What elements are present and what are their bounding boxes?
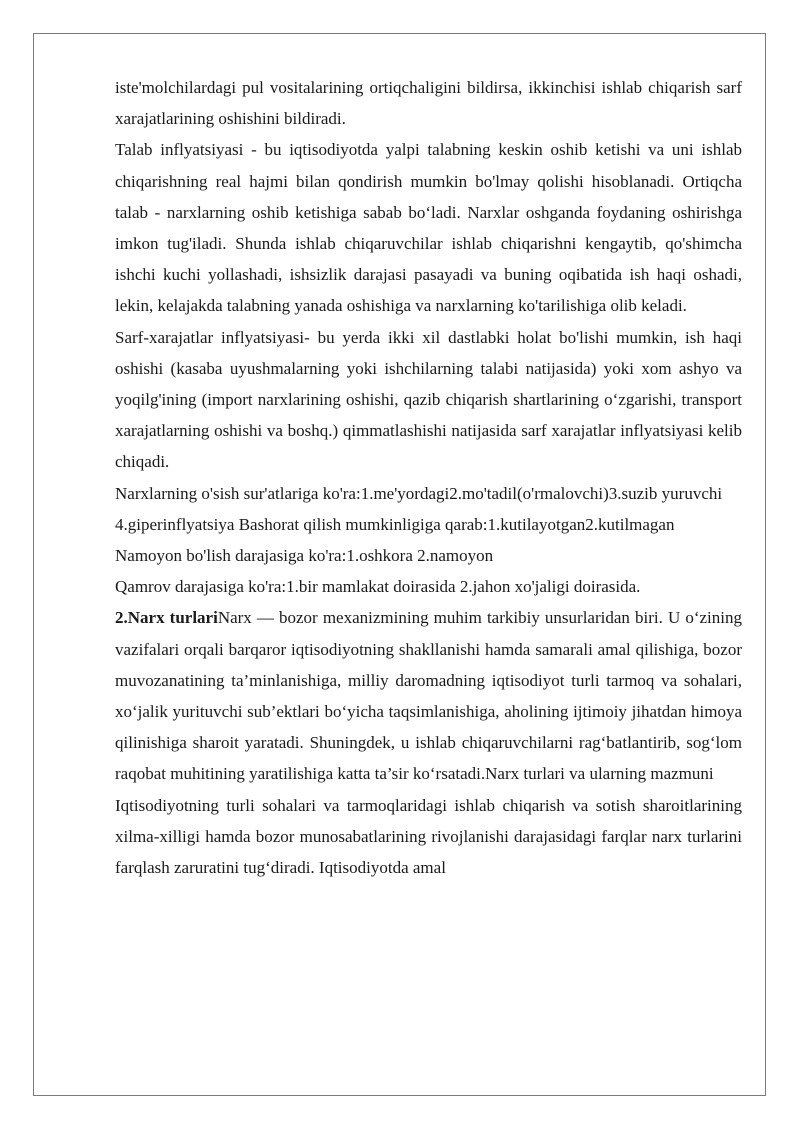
paragraph-narx-turlari bbox=[115, 602, 742, 789]
paragraph-talab-inflyatsiyasi: Talab inflyatsiyasi - bu iqtisodiyotda yalpi talabning keskin oshib ketishi va uni ishlab chiqarishning real hajmi bilan qondirish mumkin bo'lmay qolishi hisoblanadi. Ortiqcha talab - narxlarning oshib ketishiga sabab bo‘ladi. Narxlar oshganda foydaning oshirishga imkon tug'iladi. Shunda ishlab chiqaruvchilar ishlab chiqarishni kengaytib, qo'shimcha ishchi kuchi yollashadi, ishsizlik darajasi pasayadi va buning oqibatida ish haqi oshadi, lekin, kelajakda talabning yanada oshishiga va narxlarning ko'tarilishiga olib keladi. bbox=[115, 140, 742, 316]
paragraph-giperinflyatsiya: 4.giperinflyatsiya Bashorat qilish mumkinligiga qarab:1.kutilayotgan2.kutilmagan bbox=[115, 514, 675, 534]
paragraph-narxlarning-osish-suratlari: Narxlarning o'sish sur'atlariga ko'ra:1.me'yordagi2.mo'tadil(o'rmalovchi)3.suzib yuruvchi bbox=[115, 483, 723, 503]
paragraph-iqtisodiyot-sohalari: Iqtisodiyotning turli sohalari va tarmoqlaridagi ishlab chiqarish va sotish sharoitlarining xilma-xilligi hamda bozor munosabatlarining rivojlanishi darajasidagi farqlar narx turlarini farqlash zaruratini tug‘diradi. Iqtisodiyotda amal bbox=[115, 795, 742, 878]
paragraph-pul-vositalari: iste'molchilardagi pul vositalarining ortiqchaligini bildirsa, ikkinchisi ishlab chiqarish sarf xarajatlarining oshishini bildiradi. bbox=[115, 78, 742, 129]
paragraph-namoyon-bolish: Namoyon bo'lish darajasiga ko'ra:1.oshkora 2.namoyon bbox=[115, 546, 494, 566]
paragraph-sarf-xarajatlar-inflyatsiyasi: Sarf-xarajatlar inflyatsiyasi- bu yerda ikki xil dastlabki holat bo'lishi mumkin, ish haqi oshishi (kasaba uyushmalarning yoki ishchilarning talabi natijasida) yoki xom ashyo va yoqilg'ining (import narxlarining oshishi, qazib chiqarish shartlarining o‘zgarishi, transport xarajatlarning oshishi va boshq.) qimmatlashishi natijasida sarf xarajatlar inflyatsiyasi kelib chiqadi. bbox=[115, 327, 742, 472]
document-body bbox=[115, 72, 742, 883]
paragraph-narx-turlari-body: Narx — bozor mexanizmining muhim tarkibiy unsurlaridan biri. U o‘zining vazifalari orqali barqaror iqtisodiyotning shakllanishi hamda samarali amal qilishiga, bozor muvozanatining ta’minlanishiga, milliy daromadning iqtisodiyot turli tarmoq va sohalari, xo‘jalik yurituvchi sub’ektlari bo‘yicha taqsimlanishiga, aholining ijtimoiy jihatdan himoya qilinishiga sharoit yaratadi. Shuningdek, u ishlab chiqaruvchilarni rag‘batlantirib, sog‘lom raqobat muhitining yaratilishiga katta ta’sir ko‘rsatadi.Narx turlari va ularning mazmuni bbox=[115, 608, 742, 784]
section-heading-narx-turlari: 2.Narx turlari bbox=[115, 608, 218, 628]
paragraph-qamrov-darajasi: Qamrov darajasiga ko'ra:1.bir mamlakat doirasida 2.jahon xo'jaligi doirasida. bbox=[115, 577, 641, 597]
